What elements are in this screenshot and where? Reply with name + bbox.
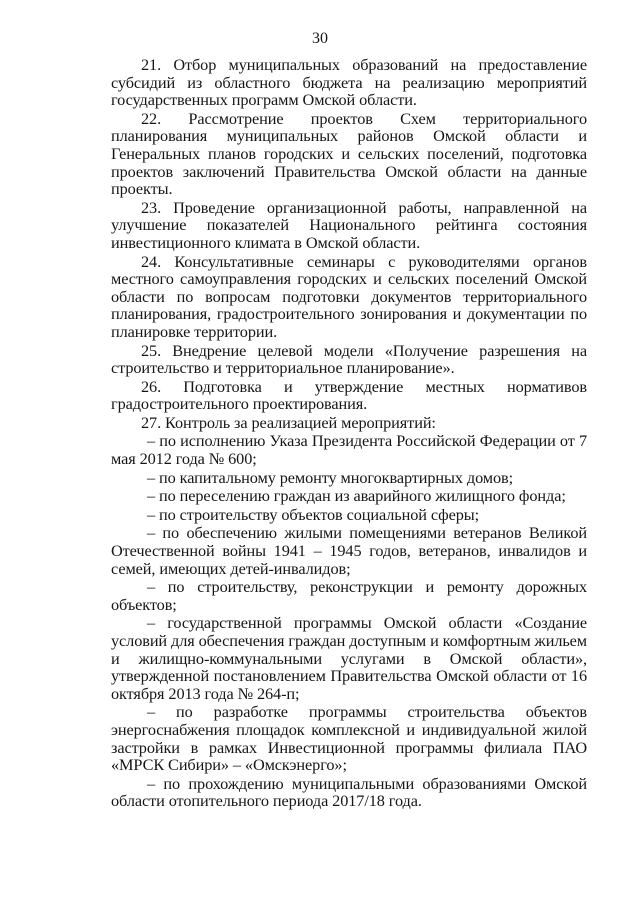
bullet-item-resettlement: – по переселению граждан из аварийного жилищного фонда; — [147, 486, 566, 506]
bullet-item-state-program: – государственной программы Омской области «Создание условий для обеспечения граждан доступным и комфортным жильем и жилищно-коммунальными услугами в Омской области», утвержденной постановлением Правительства Омской области от 16 октября 2013 года № 264-п; — [111, 613, 587, 703]
bullet-item-veterans-housing: – по обеспечению жилыми помещениями ветеранов Великой Отечественной войны 1941 – 1945 годов, ветеранов, инвалидов и семей, имеющих детей-инвалидов; — [111, 523, 587, 578]
paragraph-item-26: 26. Подготовка и утверждение местных нормативов градостроительного проектирования. — [111, 376, 587, 414]
paragraph-item-21: 21. Отбор муниципальных образований на предоставление субсидий из областного бюджета на реализацию мероприятий государственных программ Омской области. — [111, 55, 587, 110]
bullet-item-energy-supply: – по разработке программы строительства объектов энергоснабжения площадок комплексной и индивидуальной жилой застройки в рамках Инвестиционной программы филиала ПАО «МРСК Сибири» – «Омскэнерго»; — [111, 702, 587, 775]
paragraph-item-24: 24. Консультативные семинары с руководителями органов местного самоуправления городских и сельских поселений Омской области по вопросам подготовки документов территориального планирования, градостроительного зонирования и документации по планировке территории. — [111, 251, 587, 341]
document-body — [111, 56, 587, 811]
paragraph-item-25: 25. Внедрение целевой модели «Получение разрешения на строительство и территориальное планирование». — [111, 340, 587, 378]
paragraph-item-23: 23. Проведение организационной работы, направленной на улучшение показателей Национального рейтинга состояния инвестиционного климата в Омской области. — [111, 197, 587, 252]
bullet-item-heating-period: – по прохождению муниципальными образованиями Омской области отопительного периода 2017/18 года. — [111, 773, 587, 811]
page-number: 30 — [312, 30, 328, 47]
paragraph-item-27: 27. Контроль за реализацией мероприятий: — [141, 412, 436, 432]
bullet-item-social-facilities: – по строительству объектов социальной сферы; — [147, 504, 480, 524]
bullet-item-decree-600: – по исполнению Указа Президента Российской Федерации от 7 мая 2012 года № 600; — [111, 431, 587, 469]
paragraph-item-22: 22. Рассмотрение проектов Схем территориального планирования муниципальных районов Омской области и Генеральных планов городских и сельских поселений, подготовка проектов заключений Правительства Омской области на данные проекты. — [111, 108, 587, 199]
bullet-item-road-objects: – по строительству, реконструкции и ремонту дорожных объектов; — [111, 577, 587, 614]
bullet-item-capital-repair: – по капитальному ремонту многоквартирных домов; — [147, 467, 514, 487]
